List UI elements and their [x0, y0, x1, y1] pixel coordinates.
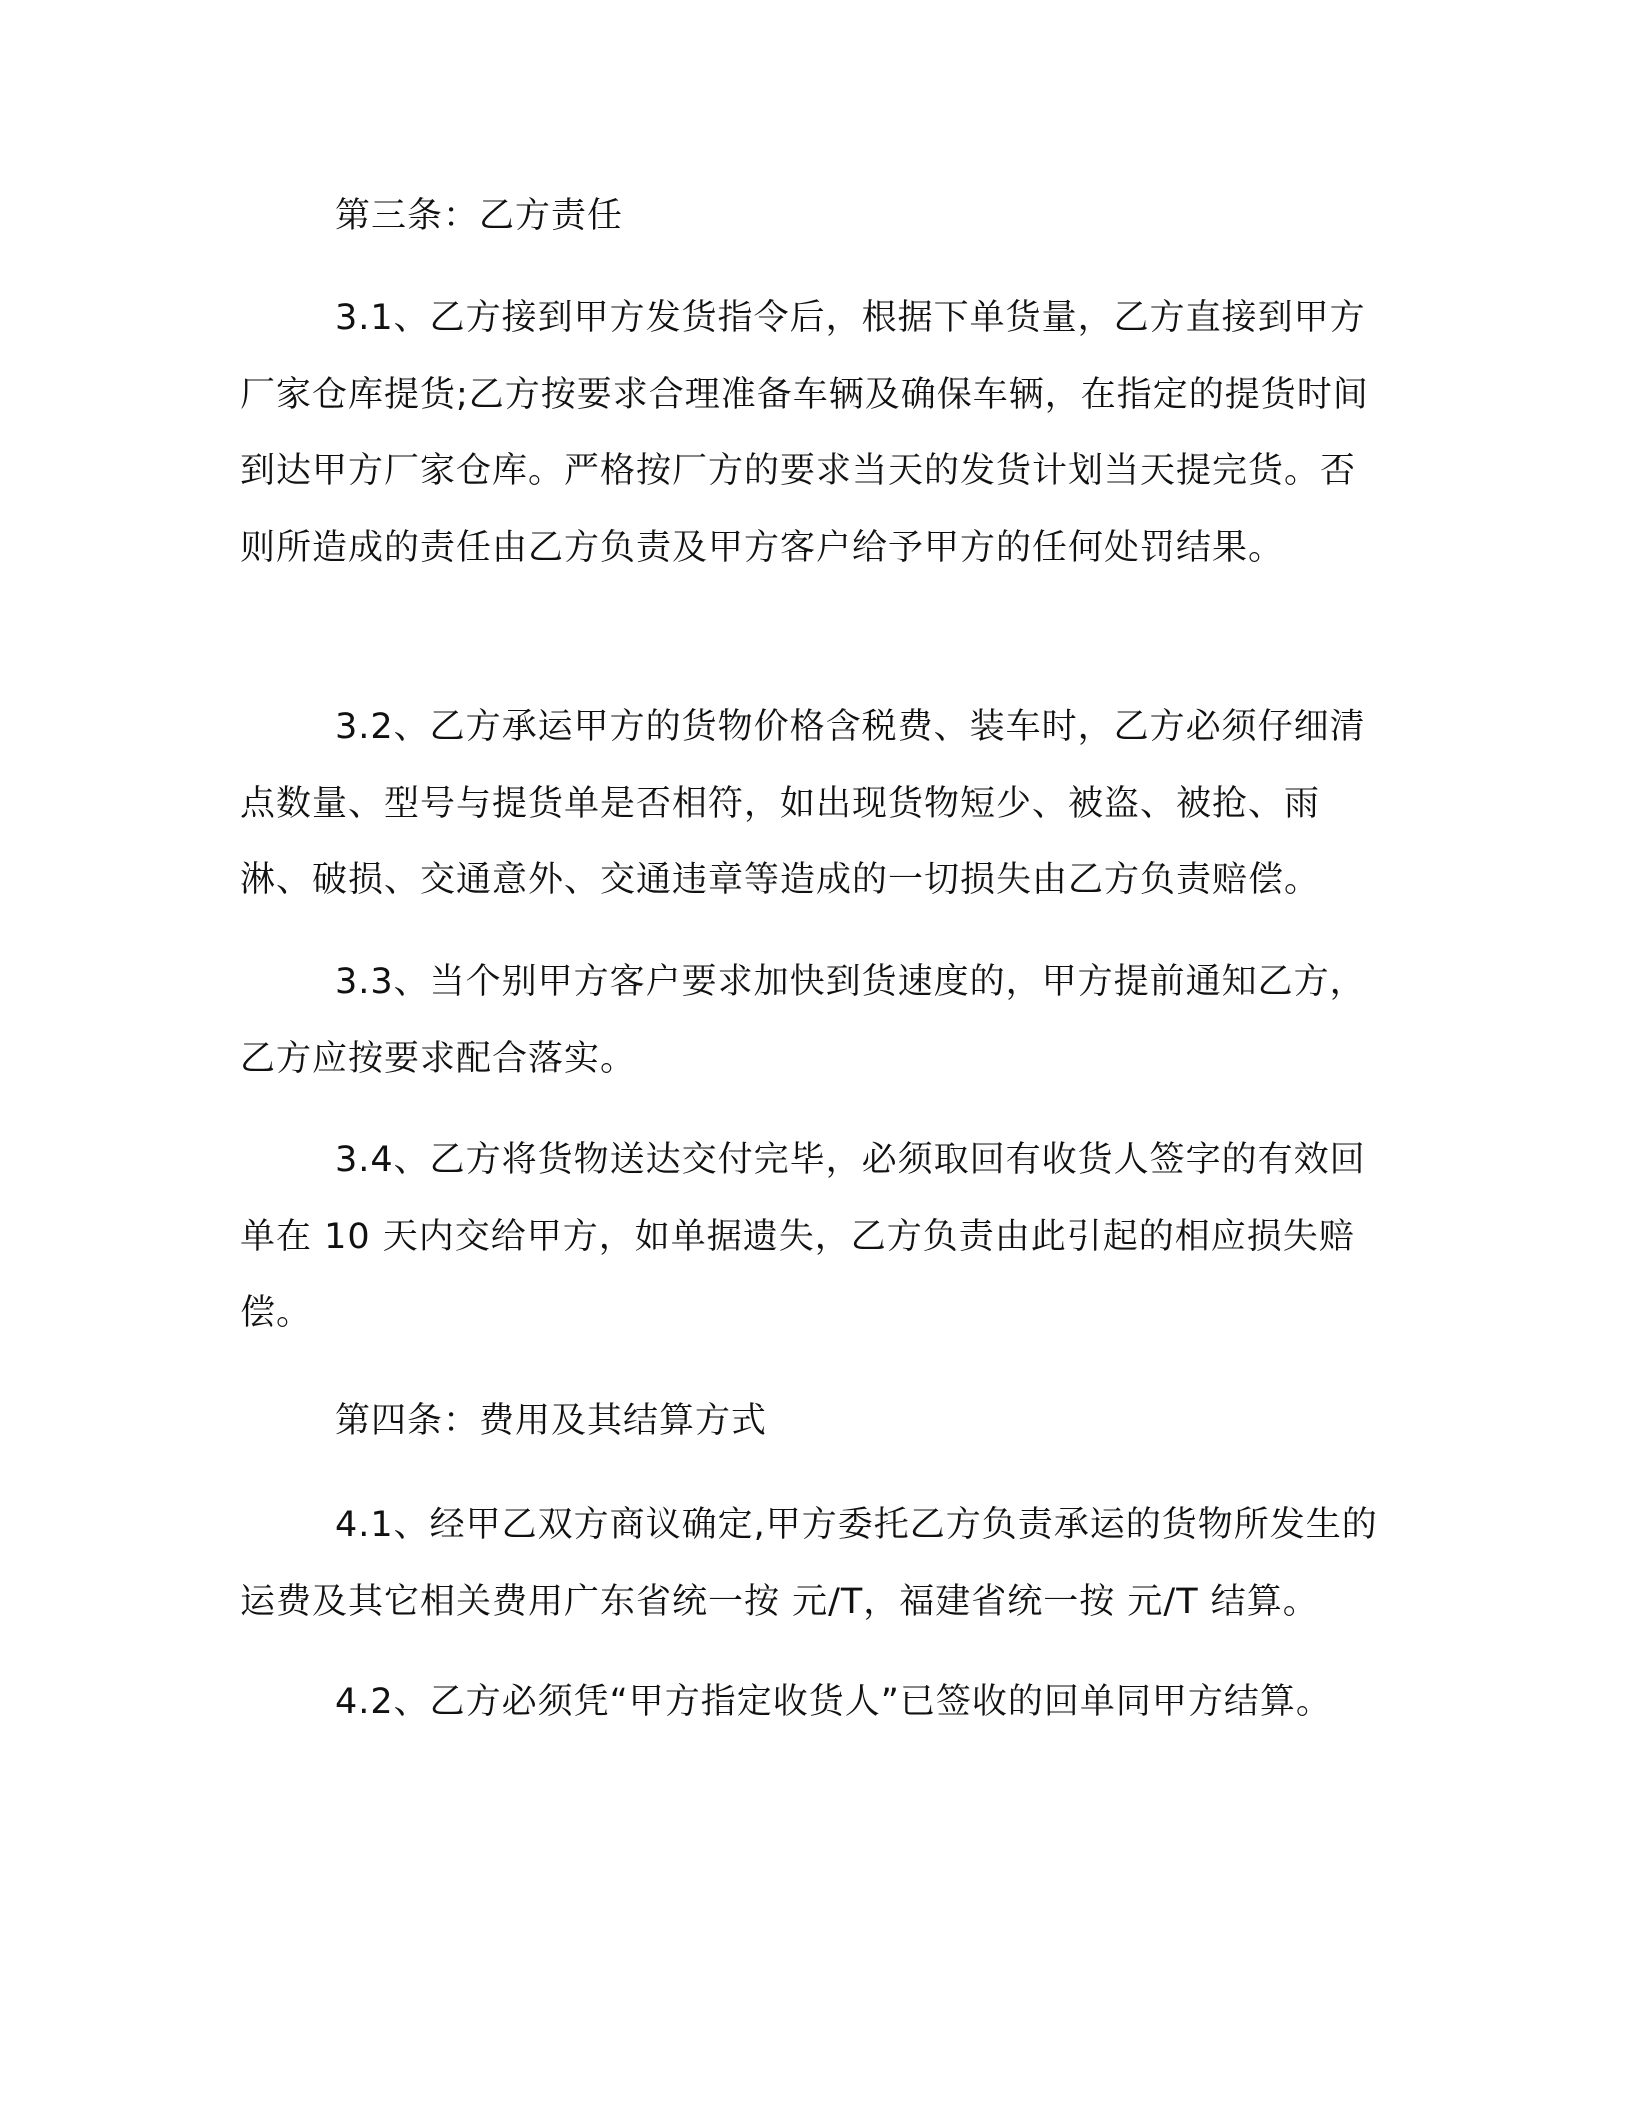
clause-4-1: 4.1、经甲乙双方商议确定,甲方委托乙方负责承运的货物所发生的运费及其它相关费用广东省统一按 元/T，福建省统一按 元/T 结算。: [240, 1505, 1378, 1622]
article-3-heading: 第三条：乙方责任: [335, 196, 624, 236]
article-4-heading: 第四条：费用及其结算方式: [335, 1401, 768, 1441]
clause-3-4: 3.4、乙方将货物送达交付完毕，必须取回有收货人签字的有效回单在 10 天内交给甲方，如单据遗失，乙方负责由此引起的相应损失赔偿。: [240, 1140, 1366, 1333]
clause-4-2: 4.2、乙方必须凭“甲方指定收货人”已签收的回单同甲方结算。: [335, 1682, 1332, 1722]
clause-3-2: 3.2、乙方承运甲方的货物价格含税费、装车时，乙方必须仔细清点数量、型号与提货单是否相符，如出现货物短少、被盗、被抢、雨淋、破损、交通意外、交通违章等造成的一切损失由乙方负责赔偿。: [240, 707, 1366, 900]
clause-3-3: 3.3、当个别甲方客户要求加快到货速度的，甲方提前通知乙方，乙方应按要求配合落实。: [240, 962, 1366, 1079]
clause-3-1: 3.1、乙方接到甲方发货指令后，根据下单货量，乙方直接到甲方厂家仓库提货;乙方按要求合理准备车辆及确保车辆，在指定的提货时间到达甲方厂家仓库。严格按厂方的要求当天的发货计划当天提完货。否则所造成的责任由乙方负责及甲方客户给予甲方的任何处罚结果。: [240, 298, 1369, 568]
